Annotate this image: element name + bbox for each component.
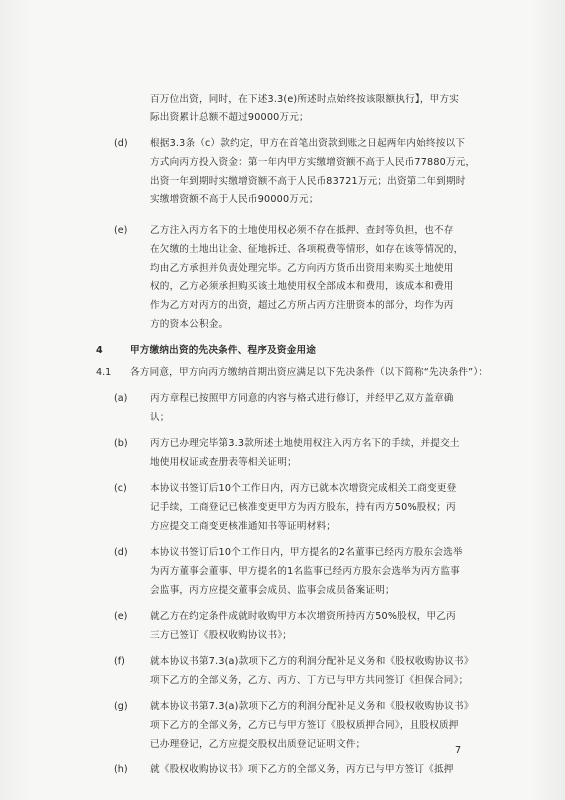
text-line: 就本协议书第7.3(a)款项下乙方的利润分配补足义务和《股权收购协议书》: [150, 701, 474, 712]
clause-label: (e): [114, 611, 128, 622]
text-line: 本协议书签订后10个工作日内，甲方提名的2名董事已经丙方股东会选举: [150, 547, 463, 558]
text-line: 就乙方在约定条件成就时收购甲方本次增资所持丙方50%股权，甲乙丙: [150, 611, 456, 622]
text-line: 百万位出资，同时，在下述3.3(e)所述时点始终按该限额执行】，甲方实: [150, 94, 460, 105]
section-title: 甲方缴纳出资的先决条件、程序及资金用途: [130, 345, 317, 356]
text-line: 实缴增资额不高于人民币90000万元；: [150, 194, 319, 205]
text-line: 丙方已办理完毕第3.3款所述土地使用权注入丙方名下的手续，并提交土: [150, 438, 460, 449]
clause-label: (f): [114, 656, 125, 667]
page-number: 7: [455, 745, 462, 756]
section-number: 4: [96, 345, 103, 356]
text-line: 均由乙方承担并负责处理完毕。乙方向丙方货币出资用来购买土地使用: [150, 263, 454, 274]
text-line: 权的，乙方必须承担购买该土地使用权全部成本和费用，该成本和费用: [150, 281, 454, 292]
text-line: 本协议书签订后10个工作日内，丙方已就本次增资完成相关工商变更登: [150, 483, 457, 494]
clause-label: (d): [114, 138, 128, 149]
text-line: 在欠缴的土地出让金、征地拆迁、各项税费等情形，如存在该等情况的，: [150, 244, 464, 255]
text-line: 作为乙方对丙方的出资，超过乙方所占丙方注册资本的部分，均作为丙: [150, 300, 454, 311]
text-line: 已办理登记，乙方应提交股权出质登记证明文件；: [150, 739, 366, 750]
clause-label: (h): [114, 764, 128, 775]
text-line: 为丙方董事会董事、甲方提名的1名监事已经丙方股东会选举为丙方监事: [150, 566, 460, 577]
text-line: 根据3.3条（c）款约定，甲方在首笔出资款到账之日起两年内始终按以下: [150, 138, 466, 149]
text-line: 就本协议书第7.3(a)款项下乙方的利润分配补足义务和《股权收购协议书》: [150, 656, 474, 667]
text-line: 各方同意，甲方向丙方缴纳首期出资应满足以下先决条件（以下简称“先决条件”）：: [130, 367, 489, 378]
text-line: 际出资累计总额不超过90000万元；: [150, 112, 309, 123]
clause-label: (b): [114, 438, 128, 449]
text-line: 出资一年到期时实缴增资额不高于人民币83721万元；出资第二年到期时: [150, 176, 466, 187]
text-line: 方应提交工商变更核准通知书等证明材料；: [150, 521, 337, 532]
text-line: 项下乙方的全部义务，乙方已与甲方签订《股权质押合同》，且股权质押: [150, 720, 459, 731]
text-line: 丙方章程已按照甲方同意的内容与格式进行修订，并经甲乙双方盖章确: [150, 393, 454, 404]
text-line: 乙方注入丙方名下的土地使用权必须不存在抵押、查封等负担，也不存: [150, 225, 454, 236]
clause-label: (a): [114, 393, 128, 404]
clause-label: (c): [114, 483, 127, 494]
clause-label: (e): [114, 225, 128, 236]
text-line: 记手续，工商登记已核准变更甲方为丙方股东，持有丙方50%股权；丙: [150, 502, 456, 513]
text-line: 会监事，丙方应提交董事会成员、监事会成员备案证明；: [150, 585, 395, 596]
clause-label: (g): [114, 701, 128, 712]
text-line: 地使用权证或查册表等相关证明；: [150, 457, 297, 468]
text-line: 认；: [150, 412, 170, 423]
text-line: 三方已签订《股权收购协议书》；: [150, 630, 293, 641]
text-line: 方的资本公积金。: [150, 319, 229, 330]
clause-label: (d): [114, 547, 128, 558]
clause-number: 4.1: [96, 367, 112, 378]
text-line: 方式向丙方投入资金：第一年内甲方实缴增资额不高于人民币77880万元，: [150, 157, 476, 168]
text-line: 就《股权收购协议书》项下乙方的全部义务，丙方已与甲方签订《抵押: [150, 764, 454, 775]
text-line: 项下乙方的全部义务，乙方、丙方、丁方已与甲方共同签订《担保合同》；: [150, 675, 469, 686]
